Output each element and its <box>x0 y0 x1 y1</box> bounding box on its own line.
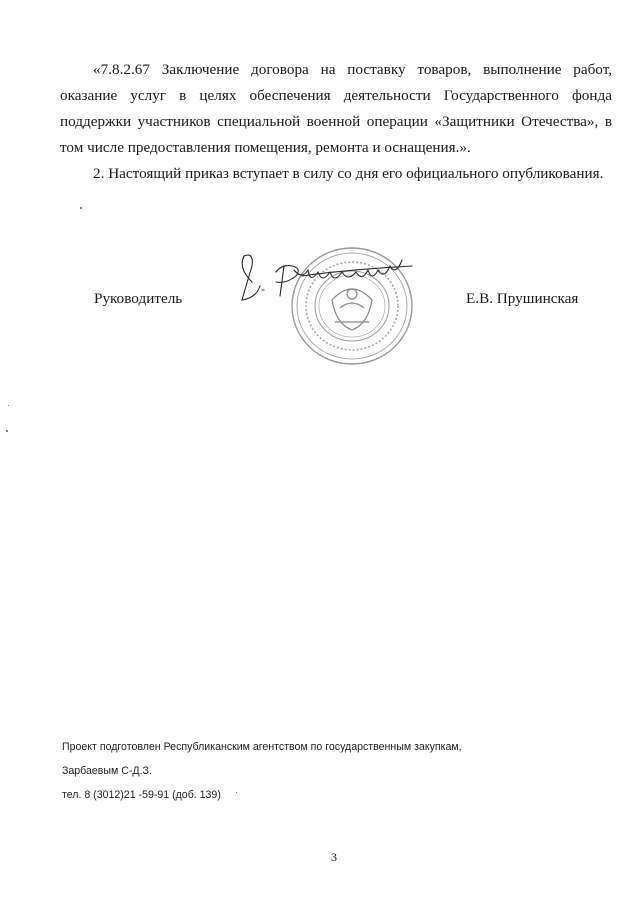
signer-position: Руководитель <box>94 290 183 307</box>
signature-block <box>0 282 640 322</box>
signer-name: Е.В. Прушинская <box>466 290 579 307</box>
scan-speck <box>8 405 9 406</box>
paragraph-clause-7-8-2-67: «7.8.2.67 Заключение договора на поставку товаров, выполнение работ, оказание услуг в целях обеспечения деятельности Государственного фонда поддержки участников специальной военной операции «Защитники Отечества», в том числе предоставления помещения, ремонта и оснащения.». <box>60 61 612 156</box>
footer-author: Зарбаевым С-Д.З. <box>62 765 152 777</box>
footer-prepared-by: Проект подготовлен Республиканским агентством по государственным закупкам, <box>62 741 462 753</box>
footer-phone: тел. 8 (3012)21 -59-91 (доб. 139) <box>62 789 221 801</box>
scan-speck <box>236 792 237 793</box>
scan-speck <box>6 430 8 432</box>
page-number: 3 <box>331 850 337 864</box>
paragraph-effective-date: 2. Настоящий приказ вступает в силу со дня его официального опубликования. <box>93 165 604 182</box>
scan-speck <box>80 207 82 209</box>
